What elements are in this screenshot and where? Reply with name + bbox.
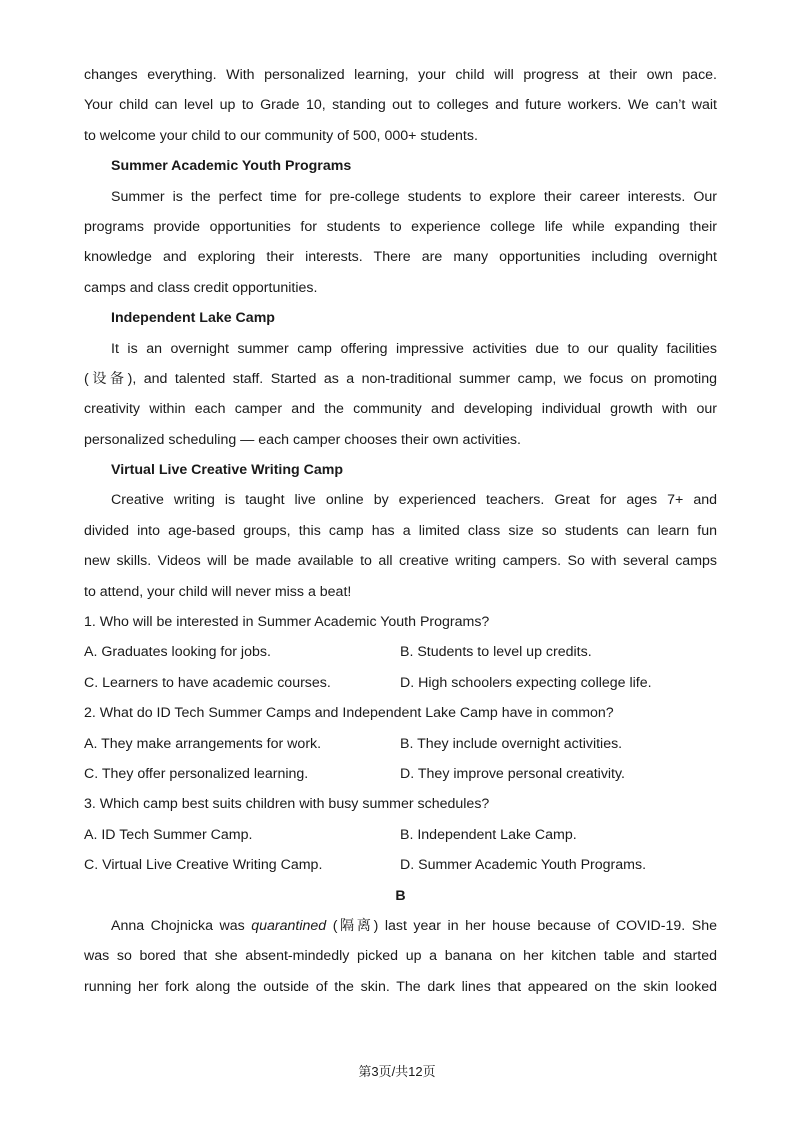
option-b: B. Students to level up credits. <box>400 644 592 661</box>
option-row <box>84 850 717 880</box>
option-b: B. Independent Lake Camp. <box>400 826 577 843</box>
section-text-line: Creative writing is taught live online by experienced teachers. Great for ages 7+ and <box>111 492 717 509</box>
section-text-line: to attend, your child will never miss a beat! <box>84 583 352 600</box>
option-row <box>84 668 717 698</box>
option-a: A. Graduates looking for jobs. <box>84 644 271 661</box>
option-d: D. Summer Academic Youth Programs. <box>400 857 647 874</box>
passage-b-line: running her fork along the outside of the skin. The dark lines that appeared on the skin looked <box>84 978 717 995</box>
passage-a-intro-line: Your child can level up to Grade 10, standing out to colleges and future workers. We can’t wait <box>84 97 717 114</box>
section-text-line: Summer is the perfect time for pre-college students to explore their career interests. Our <box>111 188 717 205</box>
option-row <box>84 637 717 667</box>
section-text-line: divided into age-based groups, this camp has a limited class size so students can learn fun <box>84 522 717 539</box>
passage-b-label: B <box>395 887 406 904</box>
option-c: C. Learners to have academic courses. <box>84 674 331 691</box>
option-row <box>84 820 717 850</box>
section-text-line: It is an overnight summer camp offering impressive activities due to our quality facilities <box>111 340 717 357</box>
section-text-line: personalized scheduling — each camper chooses their own activities. <box>84 431 521 448</box>
option-b: B. They include overnight activities. <box>400 735 623 752</box>
page-number-footer: 第3页/共12页 <box>358 1064 436 1079</box>
section-text-line: camps and class credit opportunities. <box>84 279 318 296</box>
question-stem: 2. What do ID Tech Summer Camps and Independent Lake Camp have in common? <box>84 705 614 722</box>
passage-b-italic-term: quarantined <box>251 917 327 934</box>
option-d: D. They improve personal creativity. <box>400 765 625 782</box>
passage-b-text: Anna Chojnicka was <box>111 917 252 934</box>
option-a: A. ID Tech Summer Camp. <box>84 826 253 843</box>
document-page <box>84 60 717 1002</box>
option-d: D. High schoolers expecting college life. <box>400 674 652 691</box>
passage-b-text: (隔离) last year in her house because of COVID-19. She <box>326 917 717 934</box>
section-text-line: programs provide opportunities for students to experience college life while expanding their <box>84 218 717 235</box>
option-c: C. Virtual Live Creative Writing Camp. <box>84 857 323 874</box>
option-row <box>84 759 717 789</box>
passage-b-line: was so bored that she absent-mindedly picked up a banana on her kitchen table and started <box>84 948 717 965</box>
section-text-line: (设备), and talented staff. Started as a non-traditional summer camp, we focus on promoting <box>84 370 717 387</box>
section-text-line: new skills. Videos will be made available to all creative writing campers. So with several camps <box>84 553 717 570</box>
section-title: Summer Academic Youth Programs <box>111 158 352 175</box>
passage-b-line <box>84 911 717 941</box>
section-title: Virtual Live Creative Writing Camp <box>111 462 344 479</box>
section-title: Independent Lake Camp <box>111 310 275 327</box>
question-stem: 1. Who will be interested in Summer Academic Youth Programs? <box>84 614 490 631</box>
question-stem: 3. Which camp best suits children with busy summer schedules? <box>84 796 490 813</box>
option-c: C. They offer personalized learning. <box>84 765 309 782</box>
section-text-line: creativity within each camper and the community and developing individual growth with our <box>84 401 717 418</box>
passage-a-intro-line: to welcome your child to our community of 500, 000+ students. <box>84 127 478 144</box>
option-row <box>84 729 717 759</box>
passage-a-intro-line: changes everything. With personalized learning, your child will progress at their own pace. <box>84 67 717 83</box>
section-text-line: knowledge and exploring their interests. There are many opportunities including overnight <box>84 249 717 266</box>
option-a: A. They make arrangements for work. <box>84 735 322 752</box>
